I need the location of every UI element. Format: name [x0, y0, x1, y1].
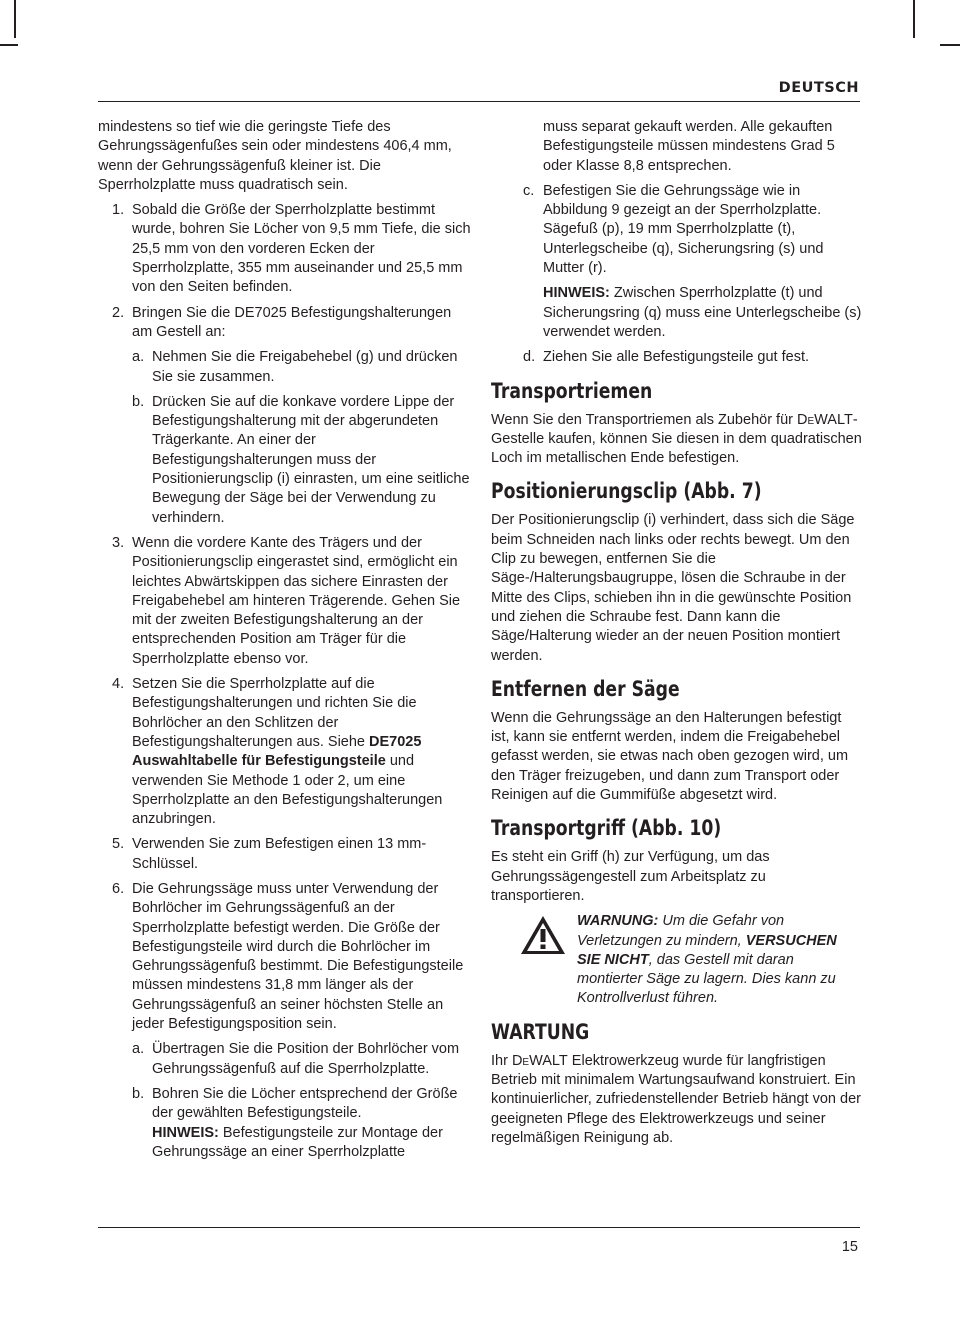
step-4 [98, 675, 473, 829]
substep-letter: b. [132, 1085, 145, 1102]
step-2 [98, 304, 473, 343]
step-number: 1. [112, 202, 125, 219]
language-label: DEUTSCH [778, 80, 859, 96]
step-number: 5. [112, 836, 125, 853]
left-column [98, 118, 473, 1162]
substep-letter: b. [132, 393, 145, 410]
grip-paragraph: Es steht ein Griff (h) zur Verfügung, um das Gehrungssägengestell zum Arbeitsplatz zu transportieren. [491, 849, 770, 904]
substep-text: Nehmen Sie die Freigabehebel (g) und drücken Sie sie zusammen. [152, 349, 458, 385]
step-text: Die Gehrungssäge muss unter Verwendung der Bohrlöcher im Gehrungssägenfuß an der Sperrholzplatte befestigt werden. Die Größe der Befestigungsteile wird durch die Bohrlöcher im Gehrungssägenfuß bestimmt. Die Befestigungsteile müssen mindestens 31,8 mm länger als der Gehrungssägenfuß an seiner höchsten Stelle an jeder Befestigungsposition sein. [132, 880, 464, 1033]
note-label: HINWEIS: [152, 1124, 219, 1141]
substep-letter: a. [132, 349, 145, 366]
heading-transportriemen: Transportriemen [491, 378, 653, 403]
heading-transportgriff: Transportgriff (Abb. 10) [491, 816, 722, 841]
note-text: Zwischen Sperrholzplatte (t) und Sicherungsring (q) muss eine Unterlegscheibe (s) verwendet werden. [543, 285, 862, 340]
step-2b [98, 393, 473, 528]
step-number: 6. [112, 880, 125, 897]
brand-name: DeWALT [511, 1052, 568, 1069]
step-6c [491, 182, 863, 278]
heading-wartung: WARTUNG [491, 1019, 590, 1044]
warning-block [491, 912, 863, 1008]
clip-paragraph: Der Positionierungsclip (i) verhindert, dass sich die Säge beim Schneiden nach links oder rechts bewegt. Um den Clip zu bewegen, entfernen Sie die Säge-/Halterungsbaugruppe, lösen die Schraube in der Mitte des Clips, schieben ihn in die gewünschte Position und ziehen die Schraube fest. Dann kann die Säge/Halterung wieder an der neuen Position montiert werden. [491, 512, 855, 664]
paragraph-text: Elektrowerkzeug wurde für langfristigen Betrieb mit minimalem Wartungsaufwand konstruiert. Ein kontinuierlicher, zufriedenstellender Betrieb hängt von der geeigneten Pflege des Elektrowerkzeugs und seiner regelmäßigen Reinigung ab. [491, 1052, 861, 1146]
warning-text: , das Gestell mit daran montierter Säge zu lagern. Dies kann zu Kontrollverlust führen. [577, 951, 836, 1007]
paragraph-text: Wenn Sie den Transportriemen als Zubehör für [491, 411, 793, 428]
warning-triangle-icon [519, 914, 567, 956]
step-text: Sobald die Größe der Sperrholzplatte bestimmt wurde, bohren Sie Löcher von 9,5 mm Tiefe, die sich 25,5 mm von den vorderen Ecken der Sperrholzplatte, 355 mm auseinander und 25,5 mm von den Seiten befinden. [132, 202, 471, 296]
paragraph-text: Ihr [491, 1052, 508, 1069]
step-1 [98, 201, 473, 297]
remove-paragraph: Wenn die Gehrungssäge an den Halterungen befestigt ist, kann sie entfernt werden, indem die Freigabehebel gefasst werden, sie etwas nach oben gezogen wird, um den Träger freizugeben, und dann zum Transport oder Reinigen auf die Gummifüße abgesetzt wird. [491, 709, 849, 804]
substep-text: Ziehen Sie alle Befestigungsteile gut fest. [543, 349, 809, 366]
note-label: HINWEIS: [543, 285, 610, 302]
step-text: Wenn die vordere Kante des Trägers und der Positionierungsclip eingerastet sind, ermöglicht ein leichtes Abwärtskippen das sichere Einrasten der Freigabehebel am hinteren Trägerende. Gehen Sie mit der zweiten Befestigungshalterung an der entsprechenden Position am Träger für die Sperrholzplatte ebenso vor. [132, 534, 461, 667]
step-number: 3. [112, 534, 125, 551]
step-2a [98, 348, 473, 387]
substep-letter: d. [523, 349, 536, 366]
step-text: Setzen Sie die Sperrholzplatte auf die Befestigungshalterungen und richten Sie die Bohrlöcher an den Schlitzen der Befestigungshalterungen aus. Siehe [132, 676, 417, 750]
step-text: Verwenden Sie zum Befestigen einen 13 mm-Schlüssel. [132, 836, 427, 872]
step-5 [98, 835, 473, 874]
step-text: Bringen Sie die DE7025 Befestigungshalterungen am Gestell an: [132, 304, 452, 340]
substep-text: Übertragen Sie die Position der Bohrlöcher vom Gehrungssägenfuß auf die Sperrholzplatte. [152, 1041, 460, 1077]
right-column [491, 118, 863, 1154]
substep-text: Drücken Sie auf die konkave vordere Lippe der Befestigungshalterung mit der abgerundeten Trägerkante. An einer der Befestigungshalterungen muss der Positionierungsclip (i) einrasten, um eine seitliche Bewegung der Säge bei der Verwendung zu verhindern. [152, 393, 470, 526]
heading-entfernen: Entfernen der Säge [491, 676, 680, 701]
step-text-bold: DE7025 Auswahltabelle für Befestigungsteile [132, 733, 422, 770]
crop-mark-top-left [14, 0, 16, 38]
step-number: 2. [112, 304, 125, 321]
step-text: und verwenden Sie Methode 1 oder 2, um eine Sperrholzplatte an den Befestigungshalterungen anzubringen. [132, 753, 443, 828]
step-6d [491, 348, 863, 367]
wartung-paragraph [491, 1052, 863, 1148]
substep-text: Befestigen Sie die Gehrungssäge wie in Abbildung 9 gezeigt an der Sperrholzplatte. Sägefuß (p), 19 mm Sperrholzplatte (t), Unterlegscheibe (q), Sicherungsring (s) und Mutter (r). [543, 182, 824, 277]
step-number: 4. [112, 676, 125, 693]
crop-mark-left-top [0, 44, 18, 46]
crop-mark-top-right [913, 0, 915, 38]
warning-text-bold: VERSUCHEN SIE NICHT [577, 932, 837, 968]
brand-name: DeWALT [797, 411, 853, 428]
continuation-paragraph: muss separat gekauft werden. Alle gekauften Befestigungsteile müssen mindestens Grad 5 oder Klasse 8,8 entsprechen. [543, 119, 835, 174]
paragraph-text: -Gestelle kaufen, können Sie diesen in dem quadratischen Loch im metallischen Ende befestigen. [491, 411, 862, 467]
intro-paragraph: mindestens so tief wie die geringste Tiefe des Gehrungssägenfußes sein oder mindestens 406,4 mm, wenn der Gehrungssägenfuß kleiner ist. Die Sperrholzplatte muss quadratisch sein. [98, 119, 452, 193]
substep-letter: c. [523, 182, 535, 199]
footer-rule [98, 1227, 860, 1228]
page-number: 15 [841, 1239, 858, 1255]
step-3 [98, 534, 473, 669]
crop-mark-right-top [940, 44, 960, 46]
warning-label: WARNUNG: [577, 913, 659, 930]
substep-text: Bohren Sie die Löcher entsprechend der Größe der gewählten Befestigungsteile. [152, 1085, 458, 1122]
step-6 [98, 880, 473, 1034]
header-rule [98, 101, 860, 102]
step-6a [98, 1040, 473, 1079]
note-text: Befestigungsteile zur Montage der Gehrungssäge an einer Sperrholzplatte [152, 1124, 443, 1160]
heading-positionierungsclip: Positionierungsclip (Abb. 7) [491, 479, 762, 504]
step-6b [98, 1085, 473, 1162]
transport-paragraph [491, 411, 863, 469]
warning-text: Um die Gefahr von Verletzungen zu mindern, [577, 913, 785, 949]
note-paragraph [491, 284, 863, 342]
substep-letter: a. [132, 1041, 145, 1058]
